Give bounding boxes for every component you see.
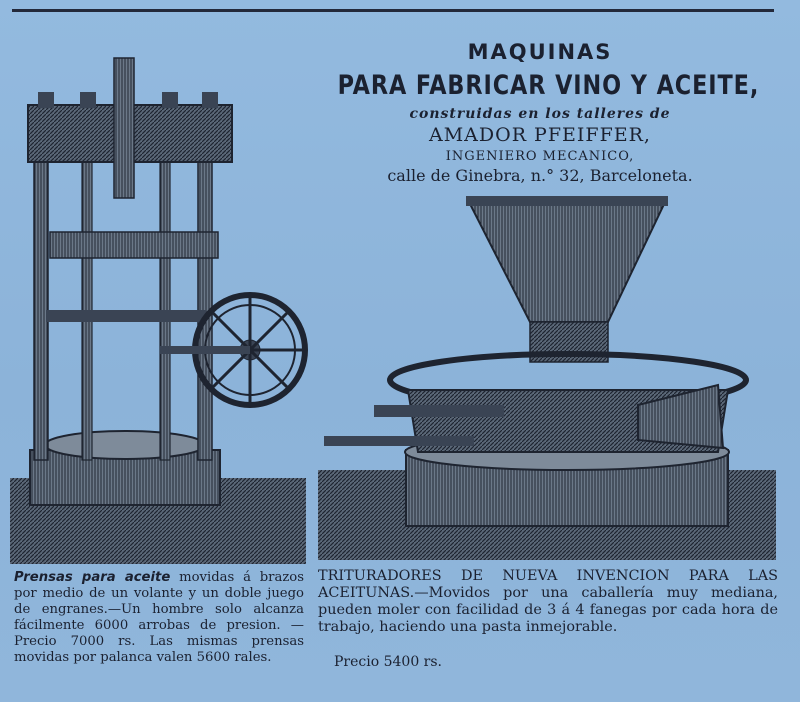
olive-crusher-illustration [318, 190, 778, 562]
header-title: MAQUINAS [467, 40, 613, 64]
crusher-price: Precio 5400 rs. [334, 654, 443, 670]
header-subtitle: PARA FABRICAR VINO Y ACEITE, [337, 70, 760, 101]
header-maker-name: AMADOR PFEIFFER, [429, 124, 651, 146]
header-address: calle de Ginebra, n.° 32, Barceloneta. [387, 166, 693, 185]
oil-press-illustration [10, 50, 310, 565]
header-made-by: construidas en los talleres de [409, 106, 671, 122]
crusher-caption: TRITURADORES DE NUEVA INVENCION PARA LAS ACEITUNAS.—Movidos por una caballería muy mediana, pueden moler con facilidad de 3 á 4 fanegas por cada hora de trabajo, haciendo una pasta inmejorable. [318, 568, 778, 635]
press-caption-text: movidas á brazos por medio de un volante y un doble juego de engranes.—Un hombre solo alcanza fácilmente 6000 arrobas de presion. —Precio 7000 rs. Las mismas prensas movidas por palanca valen 5600 rales. [14, 570, 305, 665]
top-rule [12, 9, 774, 12]
press-caption-title: Prensas para aceite [14, 570, 171, 585]
header-profession: INGENIERO MECANICO, [445, 149, 635, 164]
press-caption [14, 570, 304, 666]
